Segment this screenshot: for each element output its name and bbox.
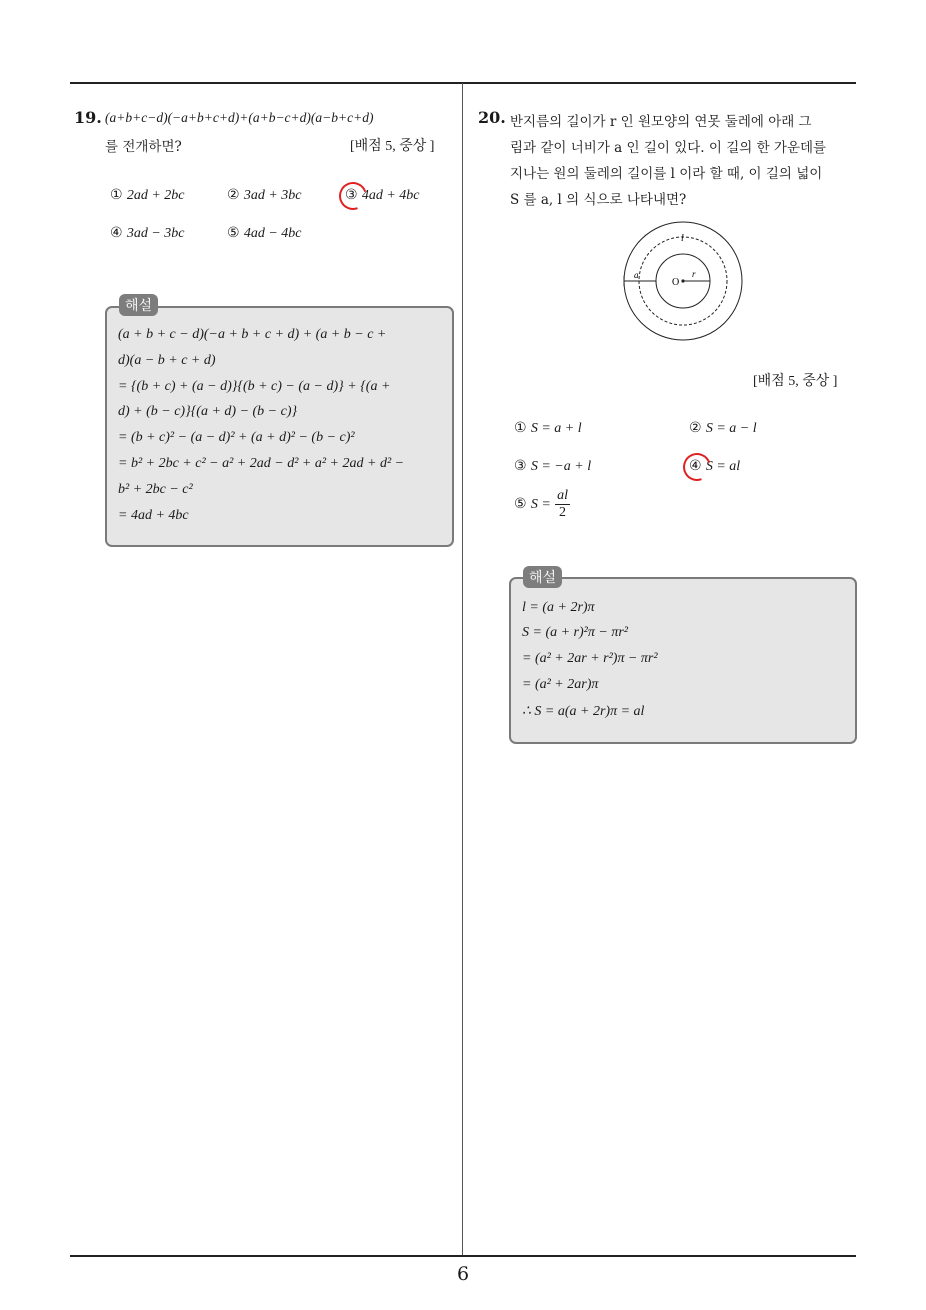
choice-3[interactable]: [514, 458, 591, 475]
answer-mark-circle: [678, 448, 715, 485]
choice-number: ②: [689, 420, 702, 436]
choice-number: ⑤: [227, 225, 240, 241]
fraction: [555, 488, 570, 521]
choice-4[interactable]: [110, 225, 185, 242]
fraction-denominator: 2: [559, 505, 567, 520]
solution-line: b² + 2bc − c²: [118, 482, 193, 497]
width-label: a: [634, 270, 639, 280]
choice-number: ④: [110, 225, 123, 241]
choice-2[interactable]: [227, 187, 302, 204]
choice-5[interactable]: [514, 488, 570, 521]
solution-line: = (a² + 2ar)π: [522, 677, 599, 692]
choice-text: S = −a + l: [530, 459, 592, 474]
center-label: O: [672, 277, 680, 288]
question-number: 20.: [478, 108, 506, 127]
choice-number: ③: [514, 458, 527, 474]
page-number: 6: [456, 1263, 470, 1285]
choice-1[interactable]: [514, 420, 582, 437]
choice-number: ③: [345, 187, 358, 203]
question-text-line: 반지름의 길이가 r 인 원모양의 연못 둘레에 아래 그: [510, 114, 812, 130]
question-expression: (a+b+c−d)(−a+b+c+d)+(a+b−c+d)(a−b+c+d): [105, 110, 374, 125]
choice-text: 2ad + 2bc: [126, 188, 185, 203]
question-text-line: S 를 a, l 의 식으로 나타내면?: [510, 192, 687, 208]
choice-text: S = a − l: [705, 421, 757, 436]
column-divider: [462, 83, 463, 1256]
choice-number: ①: [514, 420, 527, 436]
choice-text: S = al: [705, 459, 741, 474]
solution-line: d) + (b − c)}{(a + d) − (b − c)}: [118, 404, 298, 419]
choice-text: S = a + l: [530, 421, 582, 436]
score-label: [배점 5, 중상 ]: [350, 139, 435, 154]
question-text-line: 지나는 원의 둘레의 길이를 l 이라 할 때, 이 길의 넓이: [510, 166, 823, 182]
solution-line: d)(a − b + c + d): [118, 353, 216, 368]
choice-number: ②: [227, 187, 240, 203]
score-label: [배점 5, 중상 ]: [753, 374, 838, 389]
solution-line: = {(b + c) + (a − d)}{(b + c) − (a − d)} + {(a +: [118, 379, 391, 394]
solution-line: ∴ S = a(a + 2r)π = al: [522, 704, 645, 719]
top-rule: [70, 82, 856, 84]
solution-tag: 해설: [523, 566, 562, 588]
choice-text: 3ad − 3bc: [126, 226, 185, 241]
choice-number: ①: [110, 187, 123, 203]
bottom-rule: [70, 1255, 856, 1257]
middle-circle-label: l: [681, 233, 684, 244]
choice-1[interactable]: [110, 187, 185, 204]
solution-line: = 4ad + 4bc: [118, 508, 189, 523]
solution-line: l = (a + 2r)π: [522, 600, 595, 615]
choice-text: S =: [530, 497, 551, 512]
solution-tag: 해설: [119, 294, 158, 316]
choice-number: ④: [689, 458, 702, 474]
radius-label: r: [692, 269, 696, 279]
question-text-line: 림과 같이 너비가 a 인 길이 있다. 이 길의 한 가운데를: [510, 140, 827, 156]
choice-2[interactable]: [689, 420, 757, 437]
answer-mark-circle: [334, 177, 371, 214]
solution-line: = (b + c)² − (a − d)² + (a + d)² − (b − c)²: [118, 430, 355, 445]
pond-path-figure: [620, 218, 746, 344]
solution-line: (a + b + c − d)(−a + b + c + d) + (a + b − c +: [118, 327, 387, 342]
choice-text: 4ad − 4bc: [243, 226, 302, 241]
choice-text: 3ad + 3bc: [243, 188, 302, 203]
question-prompt: 를 전개하면?: [105, 139, 182, 155]
solution-line: = b² + 2bc + c² − a² + 2ad − d² + a² + 2ad + d² −: [118, 456, 405, 471]
choice-5[interactable]: [227, 225, 302, 242]
choice-number: ⑤: [514, 496, 527, 512]
solution-line: = (a² + 2ar + r²)π − πr²: [522, 651, 658, 666]
solution-line: S = (a + r)²π − πr²: [522, 625, 628, 640]
fraction-numerator: al: [557, 488, 568, 503]
question-number: 19.: [74, 108, 102, 127]
choice-text: 4ad + 4bc: [361, 188, 420, 203]
